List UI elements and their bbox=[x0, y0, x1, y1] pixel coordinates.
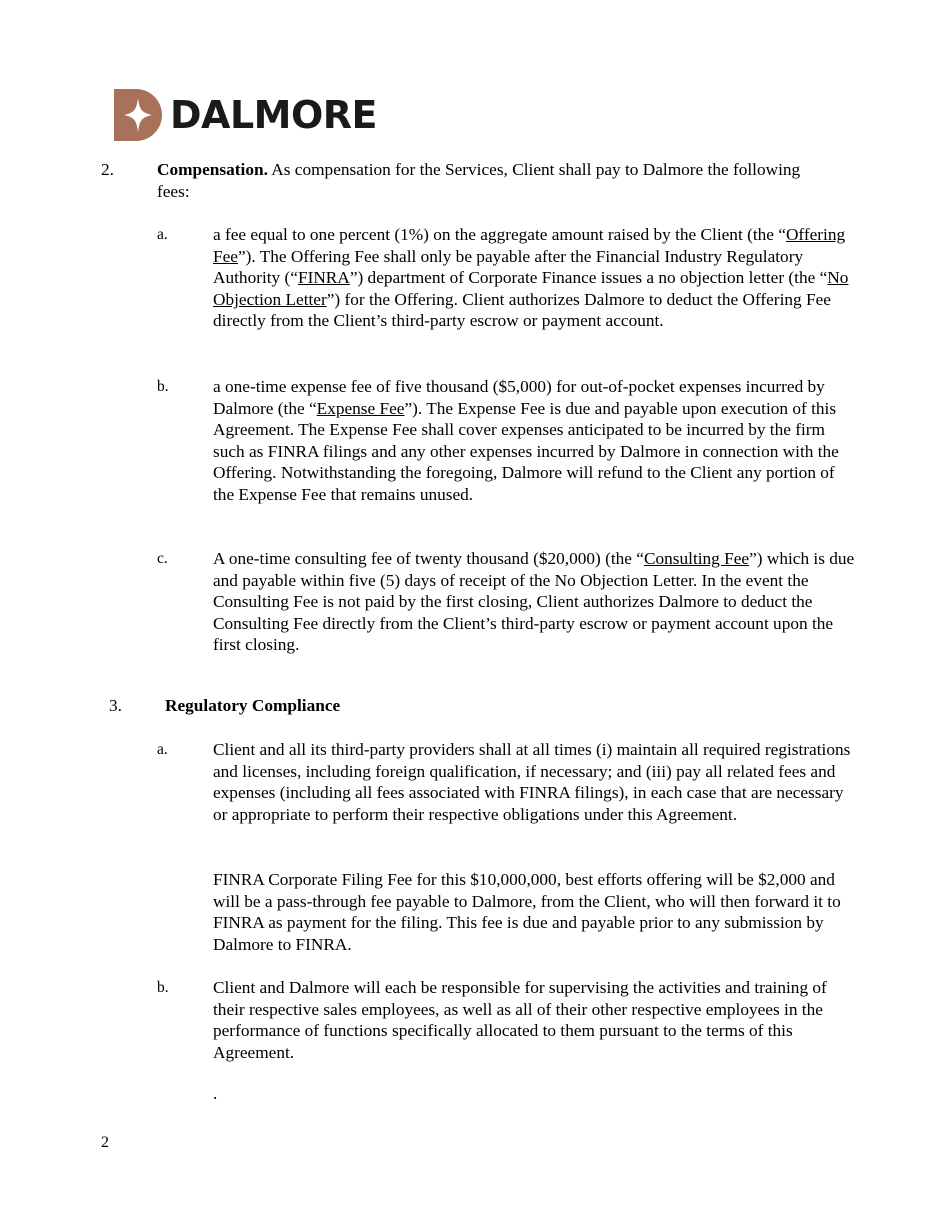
dalmore-d-mark-icon bbox=[114, 89, 164, 141]
item-letter: a. bbox=[157, 741, 168, 758]
section-heading bbox=[165, 695, 340, 717]
item-text: ”). The Offering Fee shall only be payable after the Financial Industry Regulatory Authority (“ bbox=[213, 246, 804, 288]
section-number: 2. bbox=[101, 160, 114, 179]
section-intro bbox=[157, 159, 857, 202]
defined-term: Consulting Fee bbox=[643, 549, 750, 568]
item-text: a one-time expense fee of five thousand ($5,000) for out-of-pocket expenses incurred by Dalmore (the “ bbox=[213, 377, 825, 418]
page-number: 2 bbox=[101, 1134, 109, 1151]
item-text: ”). The Expense Fee is due and payable upon execution of this Agreement. The Expense Fee shall cover expenses anticipated to be incurred by the firm such as FINRA filings and any other expenses incurred by Dalmore in connection with the Offering. Notwithstanding the foregoing, Dalmore will refund to the Client any portion of the Expense Fee that remains unused. bbox=[213, 398, 839, 504]
item-text: ”) which is due and payable within five (5) days of receipt of the No Objection Letter. In the event the Consulting Fee is not paid by the first closing, Client authorizes Dalmore to deduct the Consulting Fee directly from the Client’s third-party escrow or payment account upon the first closing. bbox=[213, 549, 855, 655]
item-letter: c. bbox=[157, 550, 168, 567]
item-paragraph bbox=[213, 548, 858, 656]
defined-term: Offering Fee bbox=[213, 225, 846, 266]
defined-term: Expense Fee bbox=[316, 398, 405, 418]
trailing-period: . bbox=[213, 1084, 218, 1103]
item-paragraph-extra: FINRA Corporate Filing Fee for this $10,000,000, best efforts offering will be $2,000 and will be a pass-through fee payable to Dalmore, from the Client, who will then forward it to FINRA as payment for the filing. This fee is due and payable prior to any submission by Dalmore to FINRA. bbox=[213, 870, 841, 954]
defined-term: No Objection Letter bbox=[213, 268, 849, 309]
section-intro-text-continued: fees: bbox=[157, 181, 190, 201]
item-text: A one-time consulting fee of twenty thousand ($20,000) (the “ bbox=[213, 549, 644, 568]
section-intro-text: As compensation for the Services, Client shall pay to Dalmore the following bbox=[267, 160, 801, 179]
item-text: a fee equal to one percent (1%) on the aggregate amount raised by the Client (the “ bbox=[213, 225, 786, 244]
item-letter: b. bbox=[157, 979, 169, 996]
item-letter: a. bbox=[157, 226, 168, 243]
section-number: 3. bbox=[109, 696, 122, 715]
item-paragraph bbox=[213, 376, 858, 506]
item-paragraph: Client and Dalmore will each be responsible for supervising the activities and training of their respective sales employees, as well as all of their other respective employees in the performance of functions specifically allocated to them pursuant to the terms of this Agreement. bbox=[213, 978, 827, 1062]
item-letter: b. bbox=[157, 378, 169, 395]
item-paragraph bbox=[213, 224, 858, 332]
section-heading: Compensation. bbox=[157, 160, 268, 179]
item-text: ”) for the Offering. Client authorizes Dalmore to deduct the Offering Fee directly from the Client’s third-party escrow or payment account. bbox=[213, 289, 831, 331]
section-heading-text: Regulatory Compliance bbox=[165, 696, 341, 715]
logo-wordmark: DALMORE bbox=[170, 93, 378, 137]
item-paragraph: Client and all its third-party providers shall at all times (i) maintain all required registrations and licenses, including foreign qualification, if necessary; and (iii) pay all related fees and expenses (including all fees associated with FINRA filings), in each case that are necessary or appropriate to perform their respective obligations under this Agreement. bbox=[213, 740, 851, 824]
dalmore-logo bbox=[114, 89, 377, 141]
defined-term: FINRA bbox=[297, 268, 350, 288]
item-text: ”) department of Corporate Finance issues a no objection letter (the “ bbox=[349, 268, 828, 288]
